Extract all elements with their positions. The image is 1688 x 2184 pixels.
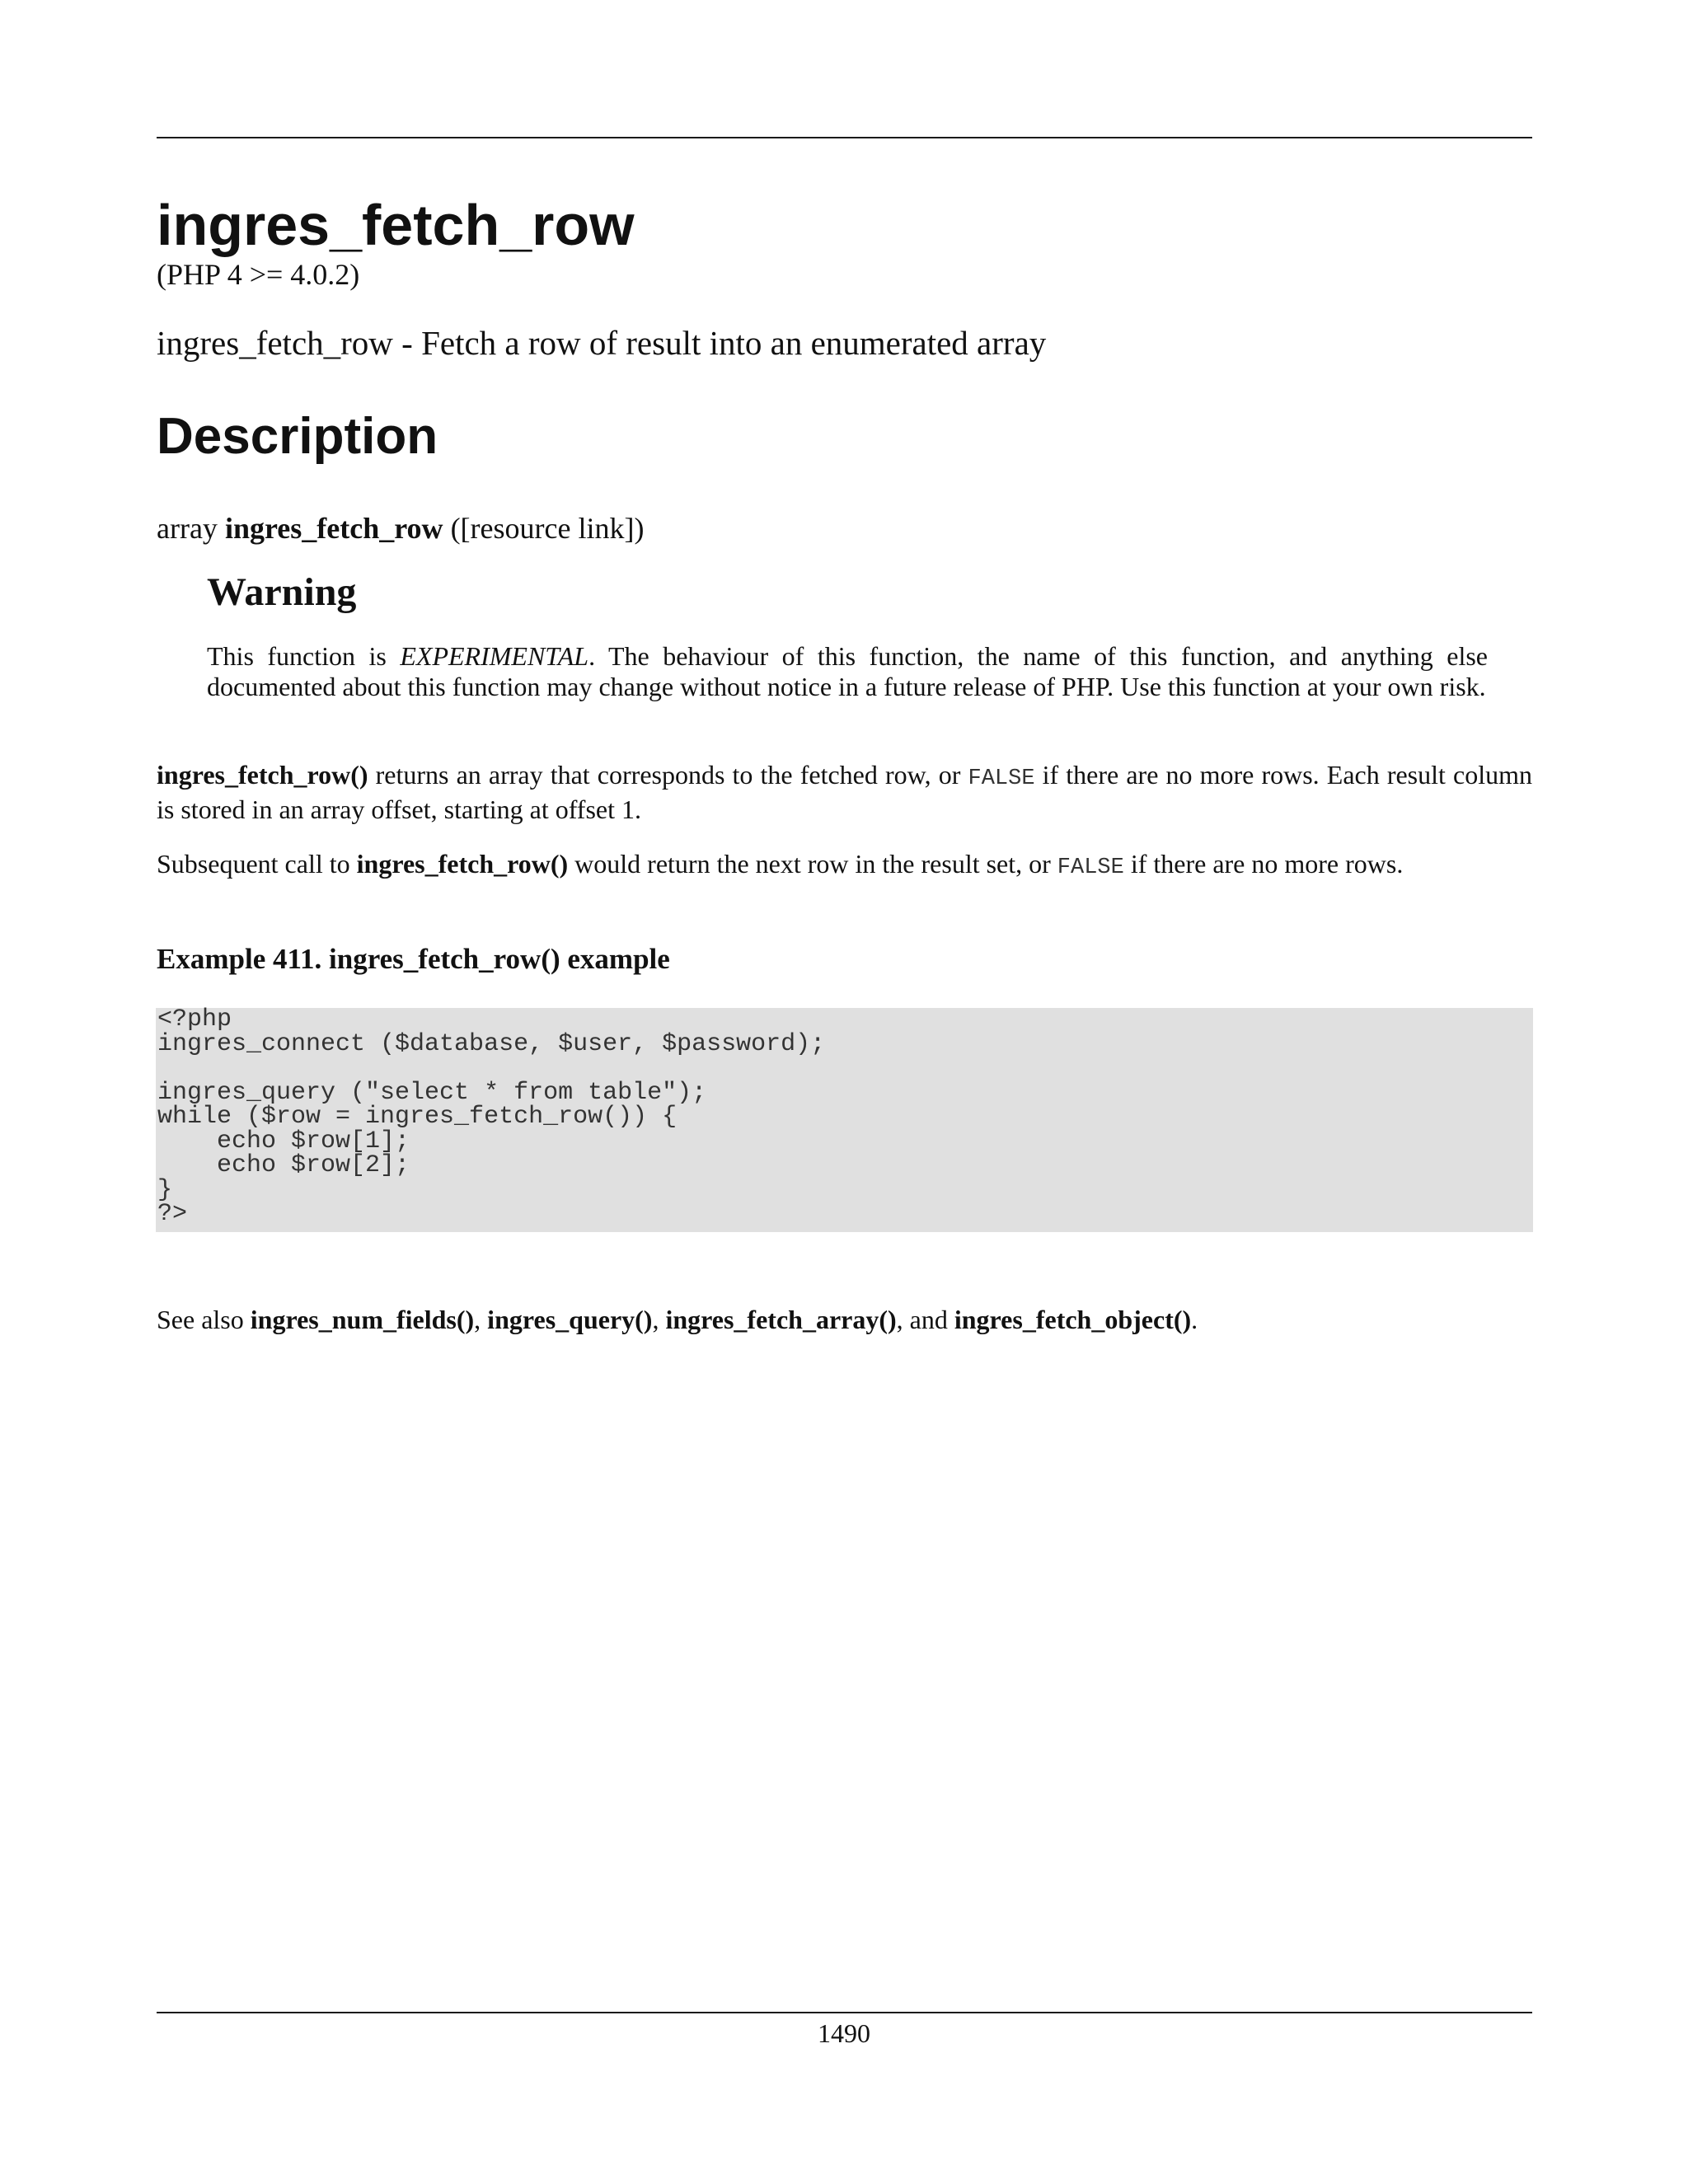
code-line: ingres_connect ($database, $user, $password); bbox=[157, 1029, 826, 1058]
see-also-link[interactable]: ingres_query() bbox=[487, 1305, 653, 1334]
refpurpose-text: Fetch a row of result into an enumerated array bbox=[421, 324, 1047, 362]
constant-false: FALSE bbox=[1057, 855, 1124, 880]
warning-emphasis: EXPERIMENTAL bbox=[400, 641, 589, 671]
synopsis-function-name: ingres_fetch_row bbox=[224, 512, 443, 545]
function-reference: ingres_fetch_row() bbox=[356, 849, 569, 879]
return-value-paragraph bbox=[157, 760, 1532, 825]
constant-false: FALSE bbox=[968, 766, 1035, 791]
footer-rule bbox=[157, 2012, 1532, 2013]
see-also-link[interactable]: ingres_fetch_array() bbox=[665, 1305, 897, 1334]
para2-text-1: Subsequent call to bbox=[157, 849, 357, 879]
synopsis-return-type: array bbox=[157, 512, 218, 545]
code-line: echo $row[2]; bbox=[157, 1151, 410, 1179]
para1-text-1: returns an array that corresponds to the fetched row, or bbox=[368, 760, 968, 790]
warning-title: Warning bbox=[207, 570, 357, 614]
see-also-link[interactable]: ingres_num_fields() bbox=[250, 1305, 475, 1334]
code-line: while ($row = ingres_fetch_row()) { bbox=[157, 1103, 678, 1131]
para2-text-3: if there are no more rows. bbox=[1123, 849, 1404, 879]
code-line bbox=[157, 1057, 1531, 1081]
code-line: echo $row[1]; bbox=[157, 1127, 410, 1155]
warning-text bbox=[207, 641, 1488, 702]
version-info: (PHP 4 >= 4.0.2) bbox=[157, 258, 360, 291]
code-line: } bbox=[157, 1175, 173, 1204]
function-synopsis bbox=[157, 509, 1532, 548]
code-line: ingres_query ("select * from table"); bbox=[157, 1078, 707, 1107]
refpurpose-separator: - bbox=[392, 324, 422, 362]
example-title: Example 411. ingres_fetch_row() example bbox=[157, 943, 670, 975]
see-also-separator: , and bbox=[896, 1305, 954, 1334]
refpurpose bbox=[157, 321, 1532, 365]
warning-text-after: . The behaviour of this function, the name of this function, and anything else documented about this function may change without notice in a future release of PHP. Use this function at your own risk. bbox=[207, 641, 1489, 701]
para1-text-2: if there are no more rows. Each result column is stored in an array offset, starting at offset 1. bbox=[157, 760, 1533, 824]
see-also-separator: , bbox=[652, 1305, 666, 1334]
see-also-end: . bbox=[1191, 1305, 1198, 1334]
see-also-paragraph bbox=[157, 1305, 1532, 1335]
refname: ingres_fetch_row bbox=[157, 324, 393, 362]
synopsis-params: ([resource link]) bbox=[450, 512, 645, 545]
code-line: <?php bbox=[157, 1005, 232, 1033]
function-reference: ingres_fetch_row() bbox=[157, 760, 368, 790]
section-heading-description: Description bbox=[157, 408, 438, 465]
warning-text-before: This function is bbox=[207, 641, 401, 671]
code-line: ?> bbox=[157, 1200, 188, 1228]
para2-text-2: would return the next row in the result set, or bbox=[568, 849, 1057, 879]
see-also-prefix: See also bbox=[157, 1305, 251, 1334]
subsequent-call-paragraph bbox=[157, 849, 1532, 883]
page-title: ingres_fetch_row bbox=[157, 193, 635, 257]
see-also-separator: , bbox=[474, 1305, 488, 1334]
header-rule bbox=[157, 137, 1532, 138]
see-also-link[interactable]: ingres_fetch_object() bbox=[954, 1305, 1192, 1334]
page-number: 1490 bbox=[818, 2018, 870, 2048]
code-example bbox=[156, 1005, 1533, 1232]
